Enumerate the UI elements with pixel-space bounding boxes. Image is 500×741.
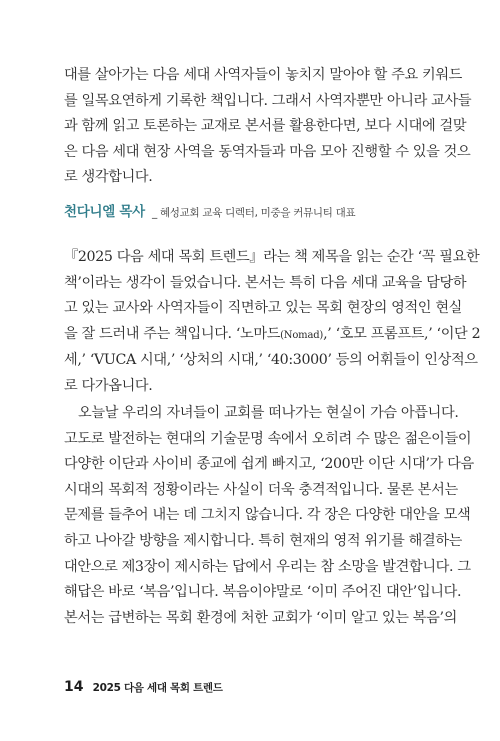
text-line: 다양한 이단과 사이비 종교에 쉽게 빠지고, ‘200만 이단 시대’가 다음 [64,456,474,473]
english-gloss: (Nomad) [280,329,324,341]
paragraph-endorsement-continued [64,63,472,191]
text-line: 책’이라는 생각이 들었습니다. 본서는 특히 다음 세대 교육을 담당하 [64,274,467,291]
text-line: 세,’ ‘VUCA 시대,’ ‘상처의 시대,’ ‘40:3000’ 등의 어휘들이 인상적으 [64,352,478,369]
text-line: 문제를 들추어 내는 데 그치지 않습니다. 각 장은 다양한 대안을 모색 [64,507,471,524]
text-line: 고도로 발전하는 현대의 기술문명 속에서 오히려 수 많은 젊은이들이 [64,430,472,447]
text-line: 대를 살아가는 다음 세대 사역자들이 놓치지 말아야 할 주요 키워드 [64,67,463,83]
text-segment: ,’ ‘호모 프롬프트,’ ‘이단 2 [323,325,481,342]
text-line: 시대의 목회적 정황이라는 사실이 더욱 충격적입니다. 물론 본서는 [64,481,458,498]
text-line-with-note [64,322,481,349]
page-footer [64,676,223,695]
paragraph-second-endorsement [64,245,481,400]
text-line: 하고 나아갈 방향을 제시합니다. 특히 현재의 영적 위기를 해결하는 [64,532,463,549]
text-line: 로 생각합니다. [64,169,153,186]
paragraph-body [64,401,474,631]
page-number: 14 [64,679,84,695]
running-title: 2025 다음 세대 목회 트렌드 [92,682,223,694]
text-line: 오늘날 우리의 자녀들이 교회를 떠나가는 현실이 가슴 아픕니다. [78,405,459,421]
text-line: 『2025 다음 세대 목회 트렌드』라는 책 제목을 읽는 순간 ‘꼭 필요한 [64,249,480,265]
endorser-credit [64,200,436,220]
text-segment: 을 잘 드러내 주는 책입니다. ‘노마드 [64,325,281,342]
text-line: 로 다가옵니다. [64,377,153,394]
endorser-role: _ 혜성교회 교육 디렉터, 미중을 커뮤니티 대표 [151,207,356,219]
endorser-name: 천다니엘 목사 [64,204,145,220]
text-line: 고 있는 교사와 사역자들이 직면하고 있는 목회 현장의 영적인 현실 [64,300,463,317]
text-line: 해답은 바로 ‘복음’입니다. 복음이야말로 ‘이미 주어진 대안’입니다. [64,584,462,601]
text-line: 대안으로 제3장이 제시하는 답에서 우리는 참 소망을 발견합니다. 그 [64,558,471,575]
text-line: 은 다음 세대 현장 사역을 동역자들과 마음 모아 진행할 수 있을 것으 [64,143,471,160]
text-line: 를 일목요연하게 기록한 책입니다. 그래서 사역자뿐만 아니라 교사들 [64,92,472,109]
text-line: 본서는 급변하는 목회 환경에 처한 교회가 ‘이미 알고 있는 복음’의 [64,609,457,626]
text-line: 과 함께 읽고 토론하는 교재로 본서를 활용한다면, 보다 시대에 걸맞 [64,118,467,135]
